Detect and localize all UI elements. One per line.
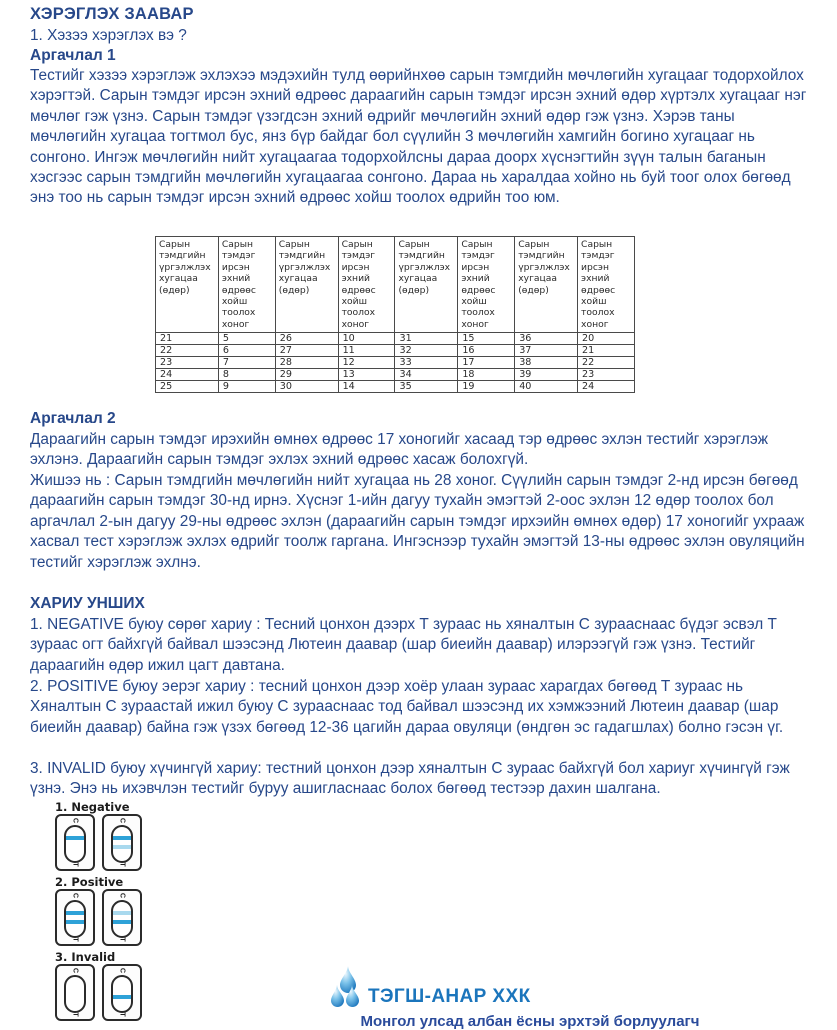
table-cell: 19 xyxy=(458,381,515,393)
table-cell: 32 xyxy=(395,345,458,357)
positive-result-text: 2. POSITIVE буюу эерэг хариу : тесний цонхон дээр хоёр улаан зураас харагдах бөгөөд Т зураас нь Хяналтын С зураастай ижил буюу С зурааснаас тод байвал шээсэнд их хэмжээний Лютеин даавар (шар биеийн даавар) байна гэж үзэх бөгөөд 12-36 цагийн дараа овуляци (өндгөн эс гадагшлах) болно гэсэн үг. xyxy=(30,678,784,736)
table-cell: 11 xyxy=(338,345,395,357)
table-cell: 18 xyxy=(458,369,515,381)
cycle-day-table xyxy=(155,236,635,393)
cycle-table-body xyxy=(156,333,635,393)
table-cell: 6 xyxy=(218,345,275,357)
test-cassette xyxy=(55,814,95,871)
table-row xyxy=(156,333,635,345)
table-cell: 33 xyxy=(395,357,458,369)
table-cell: 9 xyxy=(218,381,275,393)
result-window xyxy=(64,975,86,1013)
t-line-band xyxy=(66,920,84,924)
result-window xyxy=(64,825,86,863)
table-cell: 25 xyxy=(156,381,219,393)
cycle-table-head xyxy=(156,237,635,333)
table-header-cell: Сарын тэмдэг ирсэн эхний өдрөөс хойш тоолох хоног xyxy=(458,237,515,333)
table-cell: 29 xyxy=(275,369,338,381)
result-window xyxy=(111,825,133,863)
result-window xyxy=(111,975,133,1013)
test-cassette xyxy=(55,964,95,1021)
table-cell: 35 xyxy=(395,381,458,393)
control-line-letter: C xyxy=(71,817,79,824)
table-cell: 13 xyxy=(338,369,395,381)
table-cell: 38 xyxy=(515,357,578,369)
table-cell: 31 xyxy=(395,333,458,345)
page-title: ХЭРЭГЛЭХ ЗААВАР xyxy=(30,5,194,23)
test-cassette xyxy=(102,814,142,871)
t-line-band xyxy=(113,845,131,849)
table-cell: 8 xyxy=(218,369,275,381)
table-header-cell: Сарын тэмдгийн үргэлжлэх хугацаа (өдөр) xyxy=(275,237,338,333)
test-line-letter: T xyxy=(118,862,126,867)
table-cell: 21 xyxy=(578,345,635,357)
c-line-band xyxy=(66,911,84,915)
water-drops-icon xyxy=(330,966,360,1012)
cycle-table-wrap xyxy=(155,236,635,393)
t-line-band xyxy=(113,920,131,924)
table-cell: 15 xyxy=(458,333,515,345)
table-cell: 24 xyxy=(578,381,635,393)
cassette-row xyxy=(55,964,175,1021)
table-cell: 17 xyxy=(458,357,515,369)
control-line-letter: C xyxy=(118,892,126,899)
table-header-cell: Сарын тэмдгийн үргэлжлэх хугацаа (өдөр) xyxy=(395,237,458,333)
method2-para1: Дараагийн сарын тэмдэг ирэхийн өмнөх өдрөөс 17 хоногийг хасаад тэр өдрөөс эхлэн тестийг хэрэглэж эхлэнэ. Дараагийн сарын тэмдэг эхлэх эхний өдрөөс хасаж болохгүй. xyxy=(30,431,769,469)
test-line-letter: T xyxy=(71,1012,79,1017)
company-name: ТЭГШ-АНАР ХХК xyxy=(368,986,531,1007)
invalid-result-text: 3. INVALID буюу хүчингүй хариу: тестний цонхон дээр хяналтын С зураас байхгүй бол хариуг хүчингүй гэж үзнэ. Энэ нь ихэвчлэн тестийг буруу ашигласнаас болох бөгөөд тестээр дахин шалгана. xyxy=(30,760,790,798)
result-figures xyxy=(55,800,175,1025)
table-cell: 28 xyxy=(275,357,338,369)
table-header-cell: Сарын тэмдэг ирсэн эхний өдрөөс хойш тоолох хоног xyxy=(338,237,395,333)
table-cell: 27 xyxy=(275,345,338,357)
table-cell: 34 xyxy=(395,369,458,381)
reading-results-heading: ХАРИУ УНШИХ xyxy=(30,595,145,612)
table-header-cell: Сарын тэмдэг ирсэн эхний өдрөөс хойш тоолох хоног xyxy=(218,237,275,333)
table-cell: 40 xyxy=(515,381,578,393)
table-header-row xyxy=(156,237,635,333)
method1-body: Тестийг хэзээ хэрэглэж эхлэхээ мэдэхийн тулд өөрийнхөө сарын тэмгдийн мөчлөгийн хугацааг тодорхойлох хэрэгтэй. Сарын тэмдэг ирсэн эхний өдрөөс дараагийн сарын тэмдэг ирсэн эхний өдөр хүртэлх хугацааг нэг мөчлөг гэж үзнэ. Сарын тэмдэг үзэгдсэн эхний өдрийг мөчлөгийн эхний өдөр гэж үзнэ. Хэрэв таны мөчлөгийн хугацаа тогтмол бус, янз бүр байдаг бол сүүлийн 3 мөчлөгийн хамгийн богино хугацааг нь сонгоно. Ингэж мөчлөгийн нийт хугацаагаа тодорхойлсны дараа доорх хүснэгтийн зүүн талын баганын хэсгээс сарын тэмдгийн мөчлөгийн хугацаагаа сонгоно. Дараа нь харалдаа хойно нь буй тоог олох бөгөөд энэ тоо нь сарын тэмдэг ирсэн эхний өдрөөс хойш тоолох өдрийн тоо юм. xyxy=(30,67,807,207)
control-line-letter: C xyxy=(118,817,126,824)
table-header-cell: Сарын тэмдгийн үргэлжлэх хугацаа (өдөр) xyxy=(156,237,219,333)
control-line-letter: C xyxy=(118,967,126,974)
table-cell: 7 xyxy=(218,357,275,369)
company-logo xyxy=(330,966,531,1012)
table-cell: 22 xyxy=(156,345,219,357)
table-cell: 39 xyxy=(515,369,578,381)
table-cell: 20 xyxy=(578,333,635,345)
table-cell: 10 xyxy=(338,333,395,345)
t-line-band xyxy=(113,995,131,999)
test-line-letter: T xyxy=(118,1012,126,1017)
c-line-band xyxy=(113,911,131,915)
control-line-letter: C xyxy=(71,967,79,974)
test-cassette xyxy=(55,889,95,946)
result-window xyxy=(64,900,86,938)
footer-clipped-text: Монгол улсад албан ёсны эрхтэй борлуулагч xyxy=(360,1013,700,1030)
figure-label: 2. Positive xyxy=(55,875,124,889)
method1-heading: Аргачлал 1 xyxy=(30,47,116,64)
question-when-to-use: 1. Хэзээ хэрэглэх вэ ? xyxy=(30,27,187,44)
test-cassette xyxy=(102,964,142,1021)
table-cell: 12 xyxy=(338,357,395,369)
table-cell: 16 xyxy=(458,345,515,357)
control-line-letter: C xyxy=(71,892,79,899)
table-cell: 5 xyxy=(218,333,275,345)
figure-label: 3. Invalid xyxy=(55,950,116,964)
table-cell: 14 xyxy=(338,381,395,393)
method2-heading: Аргачлал 2 xyxy=(30,410,116,427)
table-cell: 36 xyxy=(515,333,578,345)
table-cell: 23 xyxy=(156,357,219,369)
test-line-letter: T xyxy=(71,862,79,867)
table-cell: 24 xyxy=(156,369,219,381)
cassette-row xyxy=(55,889,175,946)
c-line-band xyxy=(66,836,84,840)
method2-para2: Жишээ нь : Сарын тэмдгийн мөчлөгийн нийт хугацаа нь 28 хоног. Сүүлийн сарын тэмдэг 2-нд ирсэн бөгөөд дараагийн сарын тэмдэг 30-нд ирнэ. Хүснэг 1-ийн дагуу тухайн эмэгтэй 2-оос эхлэн 12 өдөр тоолох бол аргачлал 2-ын дагуу 29-ны өдрөөс эхлэн (дараагийн сарын тэмдэг ирхэийн өмнөх өдөр) 17 хоногийг ухрааж хасвал тест хэрэглэж эхлэх өдрийг тоолж гаргана. Ингэснээр тухайн эмэгтэй 13-ны өдрөөс эхлэн овуляцийн тестийг хэрэглэж эхлнэ. xyxy=(30,472,805,571)
result-window xyxy=(111,900,133,938)
table-header-cell: Сарын тэмдгийн үргэлжлэх хугацаа (өдөр) xyxy=(515,237,578,333)
table-cell: 30 xyxy=(275,381,338,393)
cassette-row xyxy=(55,814,175,871)
table-cell: 37 xyxy=(515,345,578,357)
table-cell: 22 xyxy=(578,357,635,369)
table-row xyxy=(156,345,635,357)
table-row xyxy=(156,357,635,369)
top-clipped-text xyxy=(30,0,814,2)
table-cell: 21 xyxy=(156,333,219,345)
table-header-cell: Сарын тэмдэг ирсэн эхний өдрөөс хойш тоолох хоног xyxy=(578,237,635,333)
figure-label: 1. Negative xyxy=(55,800,130,814)
table-cell: 23 xyxy=(578,369,635,381)
negative-result-text: 1. NEGATIVE буюу сөрөг хариу : Тесний цонхон дээрх Т зураас нь хяналтын С зурааснаас бүдэг эсвэл Т зураас огт байхгүй байвал шээсэнд Лютеин даавар (шар биеийн даавар) илэрээгүй гэж үзнэ. Тестийг дараагийн өдөр ижил цагт давтана. xyxy=(30,616,777,674)
table-cell: 26 xyxy=(275,333,338,345)
test-line-letter: T xyxy=(118,937,126,942)
c-line-band xyxy=(113,836,131,840)
test-cassette xyxy=(102,889,142,946)
table-row xyxy=(156,381,635,393)
table-row xyxy=(156,369,635,381)
test-line-letter: T xyxy=(71,937,79,942)
